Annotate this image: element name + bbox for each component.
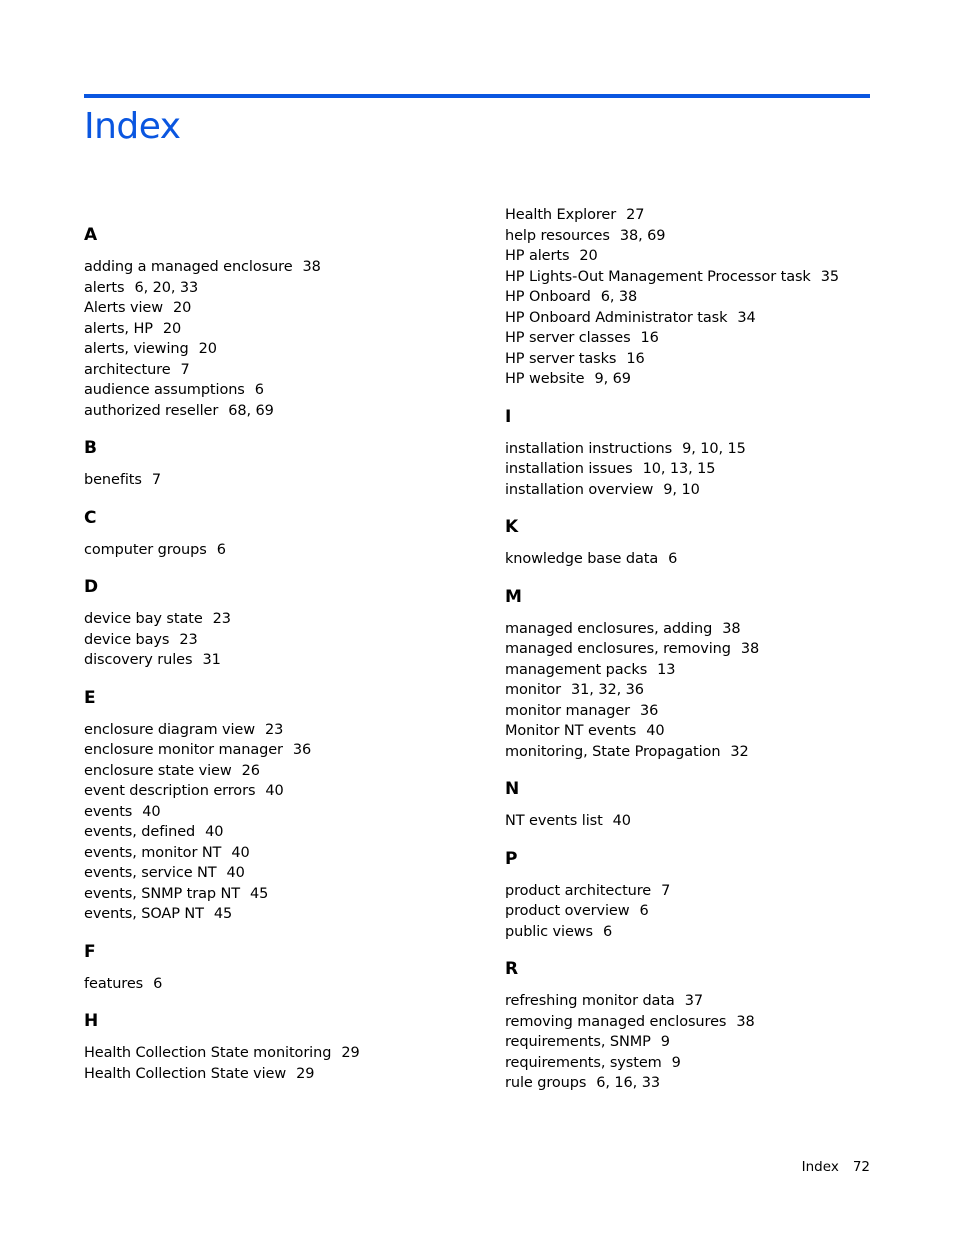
index-term: enclosure state view bbox=[84, 762, 232, 779]
index-page-refs[interactable]: 13 bbox=[657, 661, 676, 678]
index-section bbox=[505, 849, 905, 943]
index-page-refs[interactable]: 40 bbox=[231, 844, 250, 861]
index-term: HP server tasks bbox=[505, 350, 617, 367]
index-page-refs[interactable]: 9 bbox=[671, 1054, 681, 1071]
index-entry bbox=[505, 811, 905, 832]
index-page-refs[interactable]: 7 bbox=[151, 472, 161, 488]
index-entry bbox=[84, 380, 484, 401]
index-term: HP alerts bbox=[505, 248, 570, 264]
section-letter: A bbox=[84, 225, 98, 245]
index-page-refs[interactable]: 6, 20, 33 bbox=[134, 279, 199, 296]
index-page-refs[interactable]: 23 bbox=[212, 611, 231, 627]
index-page-refs[interactable]: 6 bbox=[153, 975, 163, 992]
index-page-refs[interactable]: 20 bbox=[162, 320, 182, 337]
index-entry bbox=[84, 339, 484, 360]
page-footer bbox=[802, 1158, 870, 1176]
index-term: installation overview bbox=[505, 481, 654, 498]
index-term: HP server classes bbox=[505, 330, 631, 346]
index-entry bbox=[505, 226, 905, 247]
index-entry bbox=[505, 267, 905, 288]
index-entry bbox=[505, 480, 905, 501]
index-term: HP website bbox=[505, 371, 585, 387]
index-section bbox=[505, 587, 905, 763]
index-page-refs[interactable]: 6, 38 bbox=[600, 289, 638, 305]
index-entry bbox=[505, 1012, 905, 1033]
index-entry bbox=[505, 619, 905, 640]
section-letter: I bbox=[505, 406, 512, 427]
index-entry bbox=[84, 630, 484, 651]
index-entry bbox=[505, 369, 905, 390]
index-page-refs[interactable]: 27 bbox=[626, 207, 645, 223]
index-entry bbox=[505, 991, 905, 1012]
index-entry bbox=[505, 549, 905, 570]
index-page-refs[interactable]: 40 bbox=[205, 824, 224, 840]
index-entry bbox=[505, 742, 905, 763]
index-entry bbox=[84, 1064, 484, 1085]
footer-section-label: Index bbox=[801, 1159, 839, 1175]
index-page-refs[interactable]: 16 bbox=[626, 350, 645, 367]
index-entry bbox=[84, 360, 484, 381]
index-entry bbox=[84, 298, 484, 319]
index-page-refs[interactable]: 38 bbox=[736, 1013, 755, 1030]
index-term: events, SOAP NT bbox=[84, 906, 204, 922]
index-page-refs[interactable]: 6, 16, 33 bbox=[596, 1075, 660, 1091]
index-entry bbox=[84, 609, 484, 630]
index-entry bbox=[84, 1043, 484, 1064]
index-term: HP Onboard bbox=[505, 289, 591, 305]
section-letter: M bbox=[505, 586, 522, 607]
index-term: benefits bbox=[84, 472, 142, 488]
index-term: monitor manager bbox=[505, 702, 631, 719]
index-section bbox=[84, 688, 484, 925]
index-entry bbox=[84, 257, 484, 278]
section-letter: R bbox=[505, 959, 519, 979]
index-entry bbox=[84, 720, 484, 741]
index-term: event description errors bbox=[84, 783, 256, 799]
index-entry bbox=[505, 721, 905, 742]
section-letter: F bbox=[84, 941, 96, 962]
index-term: managed enclosures, adding bbox=[505, 620, 713, 637]
index-page-refs[interactable]: 31, 32, 36 bbox=[571, 682, 644, 698]
index-term: discovery rules bbox=[84, 652, 193, 668]
index-term: requirements, SNMP bbox=[505, 1034, 651, 1050]
index-page-refs[interactable]: 6 bbox=[254, 382, 264, 398]
index-page-refs[interactable]: 40 bbox=[226, 865, 245, 881]
index-term: removing managed enclosures bbox=[505, 1013, 727, 1030]
index-page-refs[interactable]: 40 bbox=[646, 723, 665, 739]
index-page-refs[interactable]: 6 bbox=[602, 923, 613, 940]
index-column-right bbox=[505, 205, 905, 1111]
index-term: enclosure diagram view bbox=[84, 721, 255, 738]
index-page-refs[interactable]: 68, 69 bbox=[228, 402, 274, 419]
index-term: Health Collection State view bbox=[84, 1065, 287, 1082]
index-term: rule groups bbox=[505, 1075, 587, 1091]
index-page-refs[interactable]: 26 bbox=[241, 762, 260, 779]
index-entry bbox=[505, 328, 905, 349]
index-term: monitoring, State Propagation bbox=[505, 743, 721, 760]
index-section bbox=[84, 508, 484, 561]
index-term: Alerts view bbox=[84, 300, 163, 316]
index-term: device bay state bbox=[84, 611, 203, 627]
index-section bbox=[84, 1011, 484, 1084]
index-page-refs[interactable]: 40 bbox=[265, 783, 284, 799]
index-page-refs[interactable]: 35 bbox=[820, 268, 839, 285]
section-letter: N bbox=[505, 779, 520, 799]
index-page-refs[interactable]: 20 bbox=[198, 341, 217, 357]
index-page-refs[interactable]: 9, 10, 15 bbox=[682, 440, 746, 457]
index-entry bbox=[84, 884, 484, 905]
index-term: Health Collection State monitoring bbox=[84, 1045, 332, 1061]
index-entry bbox=[505, 349, 905, 370]
index-entry bbox=[505, 922, 905, 943]
index-entry bbox=[505, 1053, 905, 1074]
index-term: managed enclosures, removing bbox=[505, 641, 731, 657]
index-page-refs[interactable]: 38 bbox=[302, 259, 321, 275]
index-term: adding a managed enclosure bbox=[84, 259, 293, 275]
index-entry bbox=[505, 660, 905, 681]
index-term: alerts bbox=[84, 279, 125, 296]
index-entry bbox=[505, 308, 905, 329]
index-section bbox=[84, 577, 484, 671]
index-entry bbox=[505, 1073, 905, 1094]
index-page-refs[interactable]: 38 bbox=[740, 641, 760, 657]
index-term: public views bbox=[505, 923, 593, 940]
index-page-refs[interactable]: 7 bbox=[661, 882, 671, 899]
index-entry bbox=[505, 439, 905, 460]
index-page-refs[interactable]: 7 bbox=[180, 361, 190, 378]
title-rule bbox=[84, 94, 870, 98]
index-page-refs[interactable]: 6 bbox=[216, 541, 226, 558]
index-term: refreshing monitor data bbox=[505, 993, 675, 1009]
index-term: device bays bbox=[84, 631, 170, 648]
index-entry bbox=[84, 540, 484, 561]
index-page-refs[interactable]: 29 bbox=[296, 1065, 315, 1082]
index-entry bbox=[505, 701, 905, 722]
index-entry bbox=[505, 881, 905, 902]
index-page-refs[interactable]: 38, 69 bbox=[619, 227, 666, 244]
index-page-refs[interactable]: 45 bbox=[213, 906, 233, 922]
index-page-refs[interactable]: 23 bbox=[179, 631, 198, 648]
index-term: alerts, viewing bbox=[84, 341, 189, 357]
index-entry bbox=[505, 459, 905, 480]
index-term: authorized reseller bbox=[84, 402, 219, 419]
index-term: help resources bbox=[505, 227, 610, 244]
section-letter: B bbox=[84, 438, 97, 458]
index-term: events, monitor NT bbox=[84, 844, 222, 861]
index-section bbox=[505, 779, 905, 832]
index-section bbox=[505, 205, 905, 390]
index-page-refs[interactable]: 20 bbox=[579, 248, 598, 264]
index-term: enclosure monitor manager bbox=[84, 742, 283, 758]
index-term: product architecture bbox=[505, 882, 652, 899]
index-page-refs[interactable]: 40 bbox=[142, 803, 161, 820]
index-page-refs[interactable]: 37 bbox=[684, 993, 703, 1009]
index-term: computer groups bbox=[84, 541, 207, 558]
index-page-refs[interactable]: 9, 10 bbox=[663, 481, 700, 498]
index-term: events, service NT bbox=[84, 865, 217, 881]
index-term: installation instructions bbox=[505, 440, 673, 457]
index-entry bbox=[84, 904, 484, 925]
section-letter: P bbox=[505, 848, 518, 869]
index-page-refs[interactable]: 32 bbox=[730, 743, 749, 760]
index-term: alerts, HP bbox=[84, 320, 153, 337]
index-term: Health Explorer bbox=[505, 207, 617, 223]
index-entry bbox=[505, 680, 905, 701]
index-column-left bbox=[84, 225, 484, 1101]
index-term: installation issues bbox=[505, 461, 633, 477]
index-entry bbox=[505, 1032, 905, 1053]
index-term: NT events list bbox=[505, 813, 603, 829]
index-entry bbox=[84, 822, 484, 843]
page-title: Index bbox=[84, 106, 181, 147]
index-entry bbox=[84, 802, 484, 823]
index-entry bbox=[84, 974, 484, 995]
index-entry bbox=[84, 740, 484, 761]
index-entry bbox=[84, 470, 484, 491]
index-entry bbox=[84, 761, 484, 782]
index-page-refs[interactable]: 36 bbox=[640, 702, 659, 719]
index-term: HP Lights-Out Management Processor task bbox=[505, 268, 811, 285]
index-entry bbox=[505, 205, 905, 226]
index-term: HP Onboard Administrator task bbox=[505, 309, 728, 326]
index-term: audience assumptions bbox=[84, 382, 245, 398]
index-entry bbox=[84, 278, 484, 299]
index-page-refs[interactable]: 29 bbox=[341, 1045, 360, 1061]
index-section bbox=[84, 438, 484, 491]
index-term: monitor bbox=[505, 682, 562, 698]
index-section bbox=[84, 942, 484, 995]
index-entry bbox=[505, 639, 905, 660]
index-entry bbox=[505, 246, 905, 267]
index-term: features bbox=[84, 975, 144, 992]
index-page-refs[interactable]: 31 bbox=[202, 652, 221, 668]
index-page-refs[interactable]: 6 bbox=[639, 903, 649, 919]
index-page-refs[interactable]: 36 bbox=[292, 742, 312, 758]
index-term: events, SNMP trap NT bbox=[84, 885, 241, 902]
index-page-refs[interactable]: 40 bbox=[612, 813, 631, 829]
index-page-refs[interactable]: 6 bbox=[668, 551, 678, 567]
index-entry bbox=[84, 319, 484, 340]
index-term: architecture bbox=[84, 361, 171, 378]
index-entry bbox=[84, 401, 484, 422]
index-section bbox=[505, 407, 905, 501]
section-letter: C bbox=[84, 507, 97, 528]
section-letter: E bbox=[84, 687, 96, 708]
index-term: requirements, system bbox=[505, 1054, 662, 1071]
index-term: knowledge base data bbox=[505, 551, 659, 567]
footer-page-number: 72 bbox=[852, 1159, 870, 1175]
index-section bbox=[505, 517, 905, 570]
index-entry bbox=[505, 287, 905, 308]
index-page-refs[interactable]: 45 bbox=[250, 885, 269, 902]
index-page-refs[interactable]: 10, 13, 15 bbox=[642, 461, 716, 477]
index-entry bbox=[84, 863, 484, 884]
section-letter: D bbox=[84, 577, 99, 597]
index-page-refs[interactable]: 23 bbox=[265, 721, 284, 738]
index-page-refs[interactable]: 9 bbox=[660, 1034, 670, 1050]
index-entry bbox=[505, 901, 905, 922]
index-entry bbox=[84, 650, 484, 671]
index-term: events, defined bbox=[84, 824, 196, 840]
index-page-refs[interactable]: 38 bbox=[722, 620, 741, 637]
index-page-refs[interactable]: 20 bbox=[172, 300, 192, 316]
index-term: Monitor NT events bbox=[505, 723, 637, 739]
index-section bbox=[505, 959, 905, 1094]
index-entry bbox=[84, 843, 484, 864]
index-page-refs[interactable]: 16 bbox=[640, 330, 659, 346]
index-term: management packs bbox=[505, 661, 648, 678]
index-section bbox=[84, 225, 484, 421]
section-letter: K bbox=[505, 517, 519, 537]
index-term: product overview bbox=[505, 903, 630, 919]
index-page-refs[interactable]: 9, 69 bbox=[594, 371, 631, 387]
index-page-refs[interactable]: 34 bbox=[737, 309, 756, 326]
index-entry bbox=[84, 781, 484, 802]
section-letter: H bbox=[84, 1011, 99, 1031]
index-term: events bbox=[84, 803, 133, 820]
